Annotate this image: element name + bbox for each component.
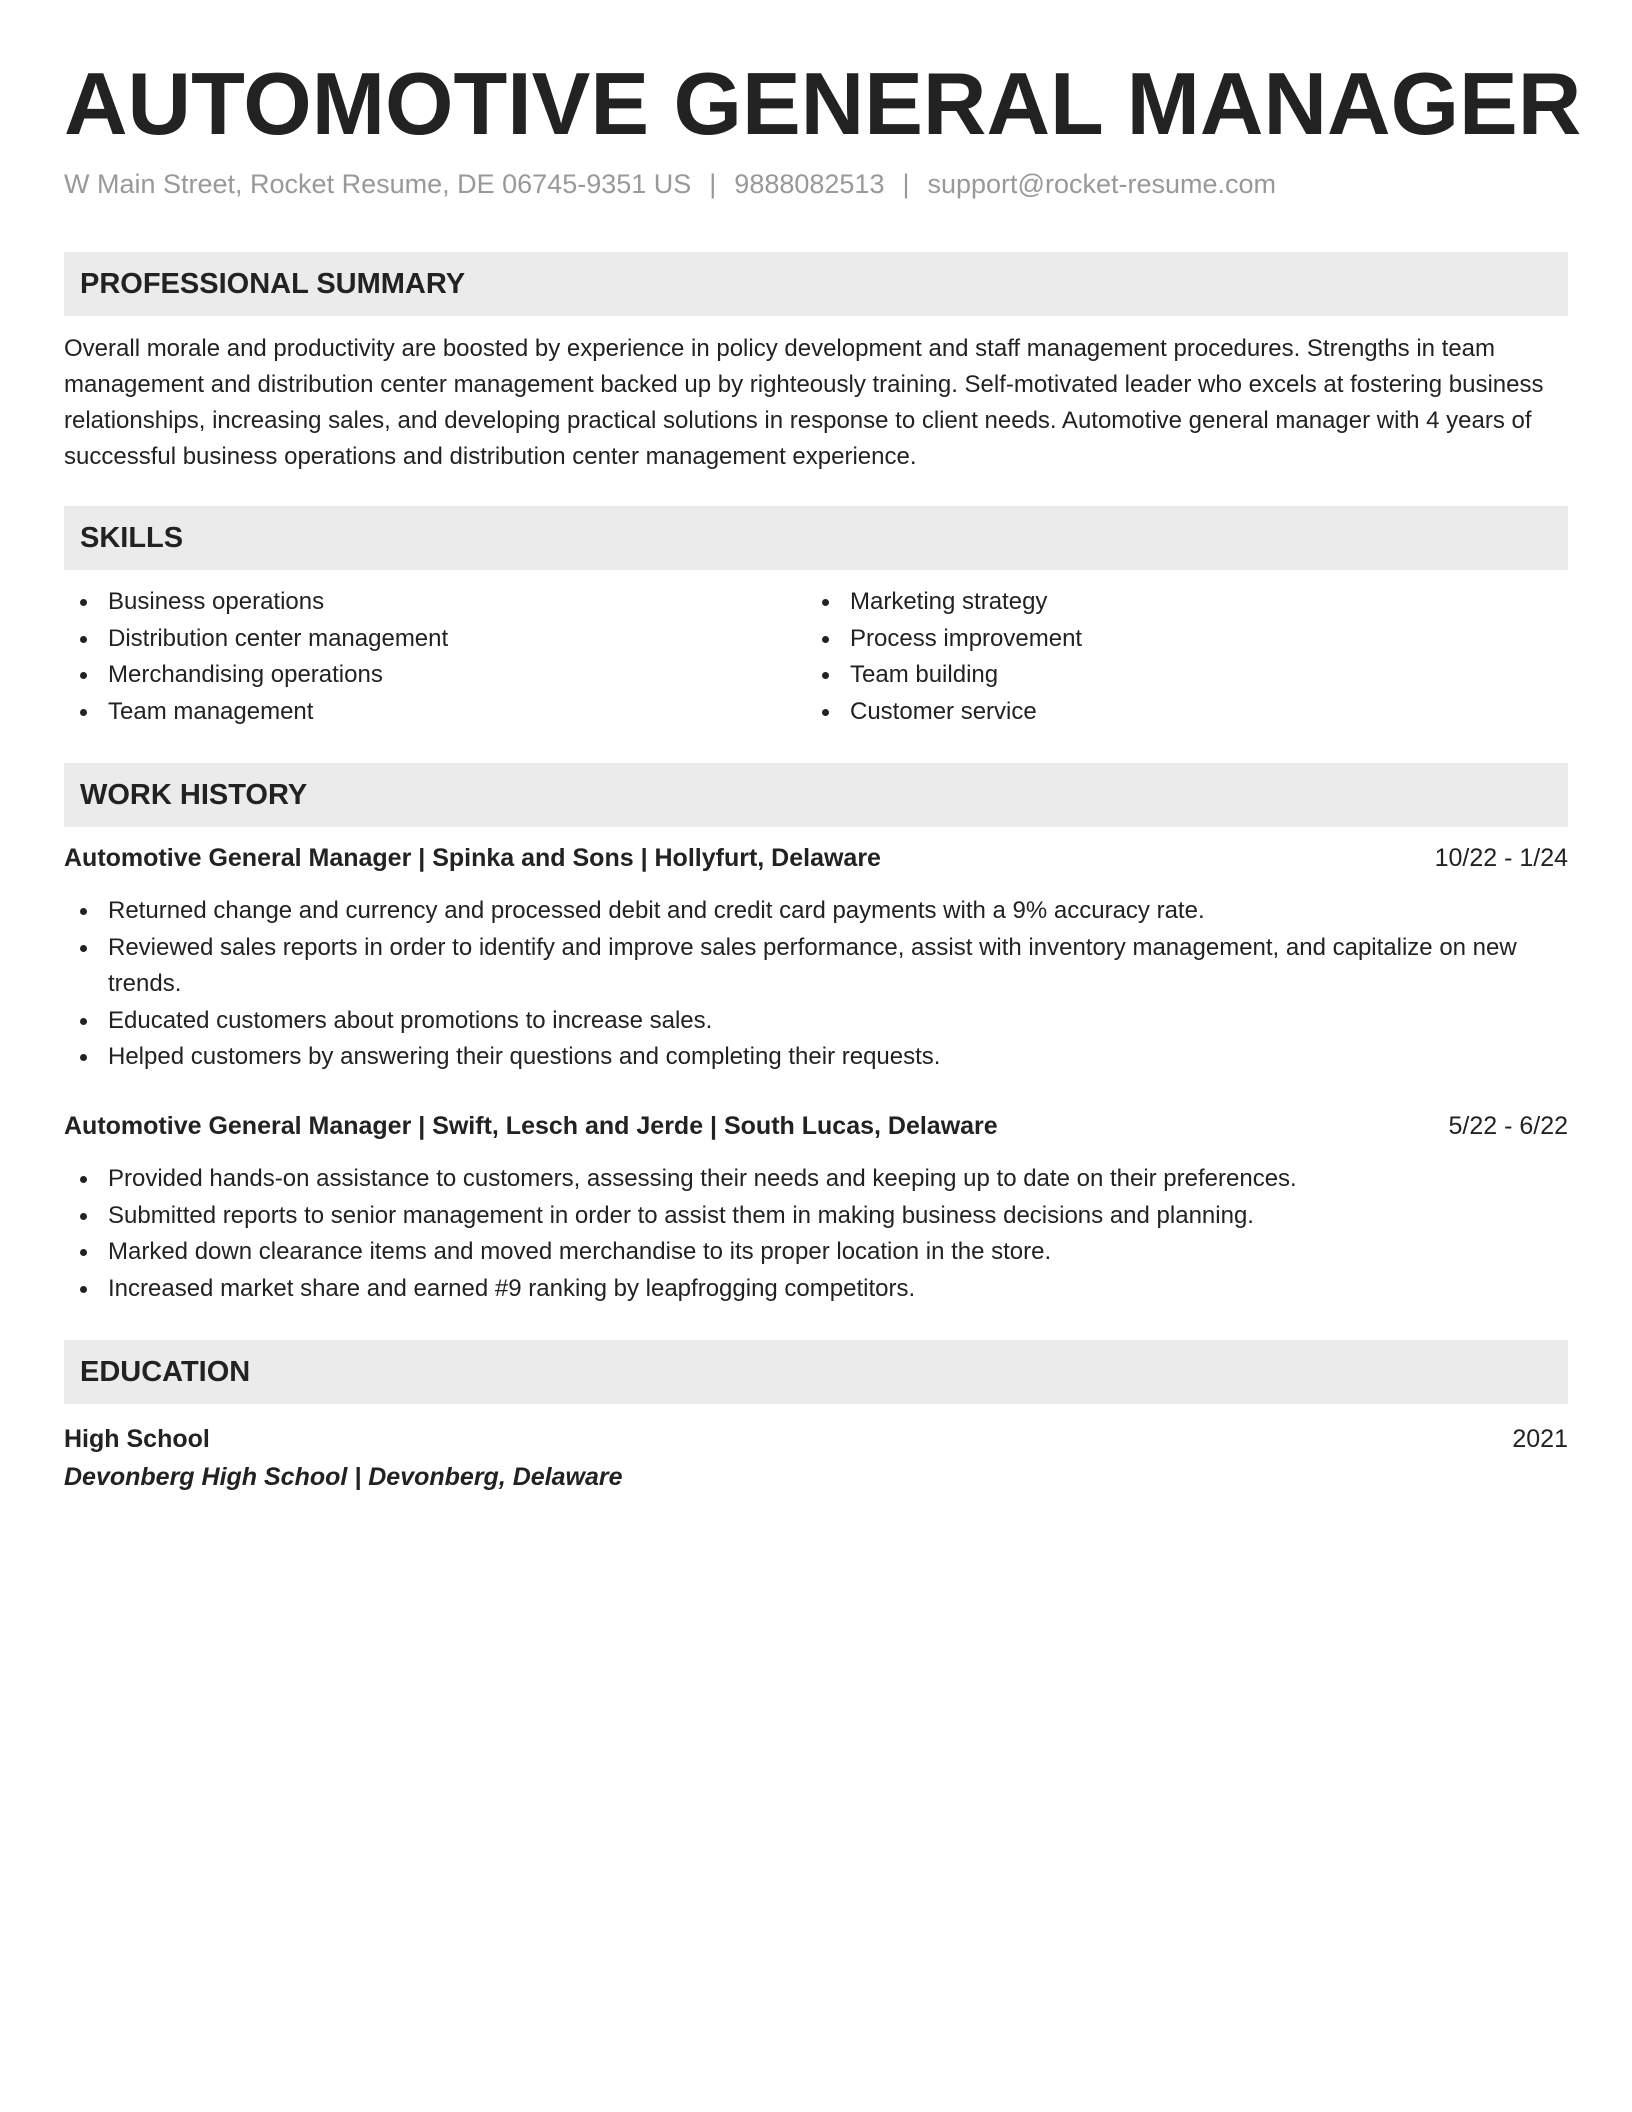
duty-item: Educated customers about promotions to increase sales. [64,1003,1568,1040]
skill-item: Customer service [806,694,1546,731]
email: support@rocket-resume.com [927,169,1277,199]
job-dates: 10/22 - 1/24 [1434,844,1568,872]
resume-name: AUTOMOTIVE GENERAL MANAGER [64,54,1582,153]
skill-item: Process improvement [806,621,1546,658]
duty-item: Reviewed sales reports in order to identify and improve sales performance, assist with inventory management, and capitalize on new trends. [64,930,1568,1003]
job-title: Automotive General Manager | Spinka and Sons | Hollyfurt, Delaware [64,844,881,872]
skill-item: Marketing strategy [806,584,1546,621]
job-header [64,1108,1568,1144]
skills-column-right [806,584,1546,730]
skill-item: Team management [64,694,804,731]
skill-item: Distribution center management [64,621,804,658]
education-header [64,1421,1568,1457]
job-header [64,840,1568,876]
section-heading-summary: PROFESSIONAL SUMMARY [64,252,1568,316]
job-title: Automotive General Manager | Swift, Lesch and Jerde | South Lucas, Delaware [64,1112,998,1140]
address: W Main Street, Rocket Resume, DE 06745-9351 US [64,169,692,199]
phone: 9888082513 [734,169,885,199]
job-duties [64,1161,1568,1307]
section-heading-work-history: WORK HISTORY [64,763,1568,827]
school-name: Devonberg High School | Devonberg, Delaware [64,1463,623,1491]
skill-item: Business operations [64,584,804,621]
section-heading-education: EDUCATION [64,1340,1568,1404]
summary-text: Overall morale and productivity are boosted by experience in policy development and staff management procedures. Strengths in team management and distribution center management backed up by righteously training. Self-motivated leader who excels at fostering business relationships, increasing sales, and developing practical solutions in response to client needs. Automotive general manager with 4 years of successful business operations and distribution center management experience. [64,335,1544,470]
section-heading-skills: SKILLS [64,506,1568,570]
duty-item: Increased market share and earned #9 ranking by leapfrogging competitors. [64,1271,1568,1308]
graduation-year: 2021 [1512,1425,1568,1453]
duty-item: Returned change and currency and processed debit and credit card payments with a 9% accuracy rate. [64,893,1568,930]
duty-item: Provided hands-on assistance to customers, assessing their needs and keeping up to date on their preferences. [64,1161,1568,1198]
job-duties [64,893,1568,1076]
duty-item: Submitted reports to senior management in order to assist them in making business decisions and planning. [64,1198,1568,1235]
skill-item: Merchandising operations [64,657,804,694]
duty-item: Marked down clearance items and moved merchandise to its proper location in the store. [64,1234,1568,1271]
degree: High School [64,1425,210,1453]
skills-column-left [64,584,804,730]
duty-item: Helped customers by answering their questions and completing their requests. [64,1039,1568,1076]
separator: | [902,169,910,199]
job-dates: 5/22 - 6/22 [1448,1112,1568,1140]
skill-item: Team building [806,657,1546,694]
separator: | [709,169,717,199]
contact-line [64,166,1276,202]
